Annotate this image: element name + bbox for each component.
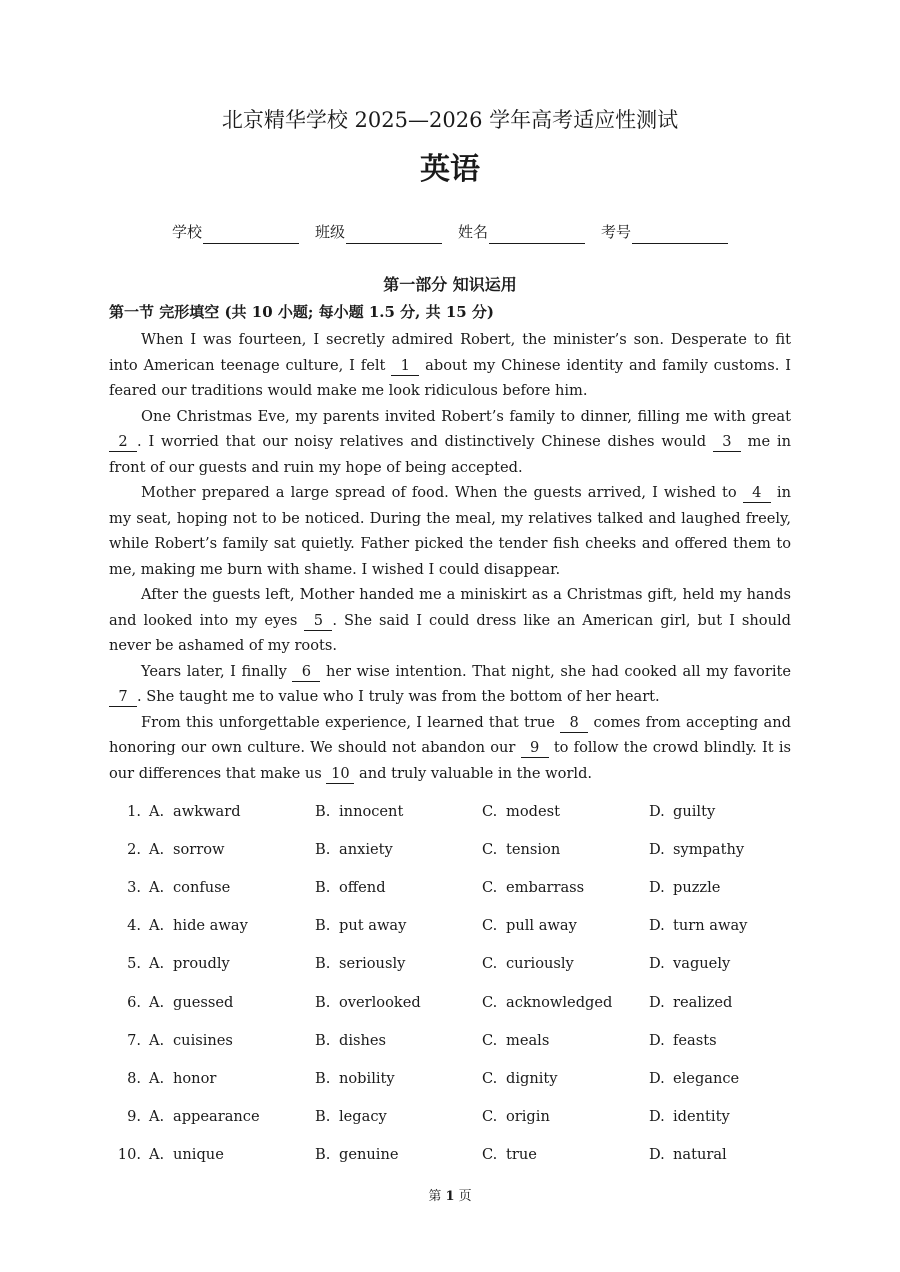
option-text: awkward xyxy=(173,802,241,820)
option-letter: C. xyxy=(482,955,498,973)
option-letter: D. xyxy=(649,1146,665,1164)
school-label: 学校 xyxy=(171,223,202,241)
passage-text: When I was fourteen, I secretly admired Robert, the minister’s son. Desperate to fit into American teenage culture, I felt xyxy=(109,331,791,374)
option-letter: B. xyxy=(315,1069,331,1087)
question-row xyxy=(109,792,809,830)
option-letter: B. xyxy=(315,1031,331,1049)
option-text: modest xyxy=(506,802,560,820)
subject-title: 英语 xyxy=(420,152,480,187)
option-letter: C. xyxy=(482,878,498,896)
option-text: confuse xyxy=(173,878,231,896)
option-letter: A. xyxy=(149,1108,165,1126)
option-letter: C. xyxy=(482,802,498,820)
blank-10[interactable]: 10 xyxy=(326,765,354,784)
option-b[interactable] xyxy=(315,955,482,972)
option-text: tension xyxy=(506,840,561,858)
question-number: 4. xyxy=(127,917,141,935)
exam-number-label: 考号 xyxy=(601,223,632,241)
passage-text: From this unforgettable experience, I learned that true xyxy=(141,713,561,731)
question-number: 1. xyxy=(127,802,141,820)
question-number: 9. xyxy=(127,1108,141,1126)
option-letter: D. xyxy=(649,1069,665,1087)
option-c[interactable] xyxy=(482,1146,649,1163)
option-letter: A. xyxy=(149,1031,165,1049)
question-row xyxy=(109,1021,809,1059)
passage-paragraph xyxy=(109,327,791,404)
option-text: put away xyxy=(339,917,407,935)
option-text: identity xyxy=(673,1108,730,1126)
option-text: seriously xyxy=(339,955,406,973)
option-text: turn away xyxy=(673,917,748,935)
page-number: 1 xyxy=(445,1189,455,1204)
passage-text: to follow the crowd blindly. It is our differences that make us xyxy=(109,739,791,782)
option-letter: C. xyxy=(482,1031,498,1049)
option-letter: B. xyxy=(315,840,331,858)
option-letter: B. xyxy=(315,917,331,935)
passage-paragraph xyxy=(109,659,791,710)
option-letter: D. xyxy=(649,802,665,820)
question-number: 3. xyxy=(127,878,141,896)
passage-text: . I worried that our noisy relatives and distinctively Chinese dishes would xyxy=(137,433,713,450)
question-row xyxy=(109,868,809,906)
option-c[interactable] xyxy=(482,841,649,858)
blank-5[interactable]: 5 xyxy=(304,612,332,631)
option-a[interactable] xyxy=(149,1108,315,1125)
option-d[interactable] xyxy=(649,917,799,934)
option-a[interactable] xyxy=(149,955,315,972)
option-letter: A. xyxy=(149,840,165,858)
cloze-passage xyxy=(109,327,791,786)
question-number: 6. xyxy=(127,993,141,1011)
passage-text: Years later, I finally xyxy=(141,662,293,680)
option-letter: A. xyxy=(149,993,165,1011)
option-text: proudly xyxy=(173,955,230,973)
passage-text: and truly valuable in the world. xyxy=(354,764,593,782)
question-row xyxy=(109,945,809,983)
option-letter: D. xyxy=(649,917,665,935)
option-b[interactable] xyxy=(315,1108,482,1125)
question-number: 10. xyxy=(117,1146,141,1164)
option-letter: D. xyxy=(649,878,665,896)
blank-6[interactable]: 6 xyxy=(292,663,320,682)
blank-1[interactable]: 1 xyxy=(391,357,419,376)
option-c[interactable] xyxy=(482,803,649,820)
passage-text: her wise intention. That night, she had cooked all my favorite xyxy=(320,662,791,680)
option-text: sorrow xyxy=(173,840,225,858)
option-c[interactable] xyxy=(482,1032,649,1049)
option-text: legacy xyxy=(339,1108,387,1126)
question-number: 8. xyxy=(127,1069,141,1087)
option-text: dignity xyxy=(506,1069,558,1087)
option-d[interactable] xyxy=(649,1146,799,1163)
option-d[interactable] xyxy=(649,1108,799,1125)
option-d[interactable] xyxy=(649,994,799,1011)
option-a[interactable] xyxy=(149,1070,315,1087)
blank-2[interactable]: 2 xyxy=(109,433,137,452)
option-text: dishes xyxy=(339,1031,387,1049)
option-letter: D. xyxy=(649,840,665,858)
option-letter: D. xyxy=(649,993,665,1011)
question-row xyxy=(109,830,809,868)
answer-options xyxy=(109,792,809,1174)
option-c[interactable] xyxy=(482,955,649,972)
option-text: appearance xyxy=(173,1108,260,1126)
option-c[interactable] xyxy=(482,879,649,896)
exam-number-field xyxy=(601,220,728,244)
option-c[interactable] xyxy=(482,1070,649,1087)
name-field xyxy=(458,220,585,244)
option-letter: B. xyxy=(315,802,331,820)
option-d[interactable] xyxy=(649,841,799,858)
option-b[interactable] xyxy=(315,1070,482,1087)
question-number: 2. xyxy=(127,840,141,858)
option-text: guessed xyxy=(173,993,234,1011)
option-b[interactable] xyxy=(315,1146,482,1163)
passage-paragraph xyxy=(109,480,791,582)
option-letter: D. xyxy=(649,1108,665,1126)
blank-9[interactable]: 9 xyxy=(521,739,549,758)
student-info-row xyxy=(0,220,900,244)
option-letter: B. xyxy=(315,878,331,896)
passage-paragraph xyxy=(109,404,791,481)
option-text: vaguely xyxy=(673,955,731,973)
option-text: origin xyxy=(506,1108,550,1126)
option-c[interactable] xyxy=(482,1108,649,1125)
option-c[interactable] xyxy=(482,917,649,934)
school-blank-line[interactable] xyxy=(203,225,299,244)
passage-text: Mother prepared a large spread of food. When the guests arrived, I wished to xyxy=(141,484,743,501)
option-text: natural xyxy=(673,1146,727,1164)
passage-text: One Christmas Eve, my parents invited Robert’s family to dinner, filling me with great xyxy=(141,407,791,425)
part-title: 第一部分 知识运用 xyxy=(383,275,517,294)
option-letter: D. xyxy=(649,1031,665,1049)
option-letter: A. xyxy=(149,1146,165,1164)
option-letter: A. xyxy=(149,1069,165,1087)
passage-paragraph xyxy=(109,582,791,659)
option-letter: C. xyxy=(482,1146,498,1164)
question-row xyxy=(109,907,809,945)
footer-prefix: 第 xyxy=(428,1189,442,1204)
option-text: puzzle xyxy=(673,878,721,896)
option-text: honor xyxy=(173,1069,217,1087)
option-b[interactable] xyxy=(315,841,482,858)
class-blank-line[interactable] xyxy=(346,225,442,244)
question-number: 5. xyxy=(127,955,141,973)
option-b[interactable] xyxy=(315,1032,482,1049)
option-letter: A. xyxy=(149,955,165,973)
option-a[interactable] xyxy=(149,994,315,1011)
option-text: unique xyxy=(173,1146,224,1164)
option-text: hide away xyxy=(173,917,248,935)
option-text: innocent xyxy=(339,802,404,820)
option-a[interactable] xyxy=(149,1032,315,1049)
passage-text: . She said I could dress like an American girl, but I should never be ashamed of my roots. xyxy=(109,611,791,654)
footer-suffix: 页 xyxy=(458,1189,472,1204)
section-title: 第一节 完形填空 (共 10 小题; 每小题 1.5 分, 共 15 分) xyxy=(109,303,495,321)
option-b[interactable] xyxy=(315,994,482,1011)
option-letter: C. xyxy=(482,1069,498,1087)
option-text: feasts xyxy=(673,1031,717,1049)
passage-text: . She taught me to value who I truly was from the bottom of her heart. xyxy=(137,688,660,705)
passage-text: comes from accepting and honoring our own culture. We should not abandon our xyxy=(109,713,791,756)
passage-paragraph xyxy=(109,710,791,787)
passage-text: in my seat, hoping not to be noticed. During the meal, my relatives talked and laughed freely, while Robert’s family sat quietly. Father picked the tender fish cheeks and offered them to me, making me burn with shame. I wished I could disappear. xyxy=(109,484,791,578)
class-field xyxy=(315,220,442,244)
option-letter: B. xyxy=(315,1108,331,1126)
question-row xyxy=(109,1059,809,1097)
question-row xyxy=(109,1098,809,1136)
option-text: genuine xyxy=(339,1146,399,1164)
option-b[interactable] xyxy=(315,879,482,896)
option-a[interactable] xyxy=(149,917,315,934)
blank-8[interactable]: 8 xyxy=(560,714,588,733)
option-a[interactable] xyxy=(149,803,315,820)
passage-text: about my Chinese identity and family customs. I feared our traditions would make me look ridiculous before him. xyxy=(109,356,791,399)
name-label: 姓名 xyxy=(458,223,489,241)
option-b[interactable] xyxy=(315,803,482,820)
option-letter: B. xyxy=(315,993,331,1011)
option-d[interactable] xyxy=(649,803,799,820)
option-letter: B. xyxy=(315,955,331,973)
option-text: overlooked xyxy=(339,993,421,1011)
option-text: offend xyxy=(339,878,386,896)
question-number: 7. xyxy=(127,1031,141,1049)
page-title: 北京精华学校 2025—2026 学年高考适应性测试 xyxy=(221,108,679,132)
exam-number-blank-line[interactable] xyxy=(632,225,728,244)
blank-3[interactable]: 3 xyxy=(713,433,741,452)
option-text: guilty xyxy=(673,802,716,820)
option-text: anxiety xyxy=(339,840,393,858)
option-letter: D. xyxy=(649,955,665,973)
class-label: 班级 xyxy=(314,223,345,241)
option-d[interactable] xyxy=(649,1032,799,1049)
page-footer xyxy=(0,1187,900,1207)
option-letter: C. xyxy=(482,917,498,935)
option-letter: C. xyxy=(482,993,498,1011)
name-blank-line[interactable] xyxy=(489,225,585,244)
school-field xyxy=(172,220,299,244)
option-text: acknowledged xyxy=(506,993,613,1011)
option-letter: A. xyxy=(149,917,165,935)
option-letter: C. xyxy=(482,1108,498,1126)
option-text: sympathy xyxy=(673,840,745,858)
option-letter: B. xyxy=(315,1146,331,1164)
option-text: curiously xyxy=(506,955,574,973)
passage-text: After the guests left, Mother handed me a miniskirt as a Christmas gift, held my hands and looked into my eyes xyxy=(109,586,791,629)
option-a[interactable] xyxy=(149,879,315,896)
option-letter: A. xyxy=(149,878,165,896)
option-letter: C. xyxy=(482,840,498,858)
blank-7[interactable]: 7 xyxy=(109,688,137,707)
option-d[interactable] xyxy=(649,955,799,972)
option-d[interactable] xyxy=(649,879,799,896)
option-text: elegance xyxy=(673,1069,740,1087)
option-text: embarrass xyxy=(506,878,585,896)
option-letter: A. xyxy=(149,802,165,820)
option-d[interactable] xyxy=(649,1070,799,1087)
option-text: cuisines xyxy=(173,1031,233,1049)
passage-text: me in front of our guests and ruin my hope of being accepted. xyxy=(109,433,791,476)
option-a[interactable] xyxy=(149,1146,315,1163)
option-text: nobility xyxy=(339,1069,395,1087)
blank-4[interactable]: 4 xyxy=(743,484,771,503)
question-row xyxy=(109,983,809,1021)
option-text: true xyxy=(506,1146,537,1164)
question-row xyxy=(109,1136,809,1174)
option-text: realized xyxy=(673,993,733,1011)
option-a[interactable] xyxy=(149,841,315,858)
option-text: pull away xyxy=(506,917,577,935)
option-c[interactable] xyxy=(482,994,649,1011)
option-b[interactable] xyxy=(315,917,482,934)
option-text: meals xyxy=(506,1031,550,1049)
